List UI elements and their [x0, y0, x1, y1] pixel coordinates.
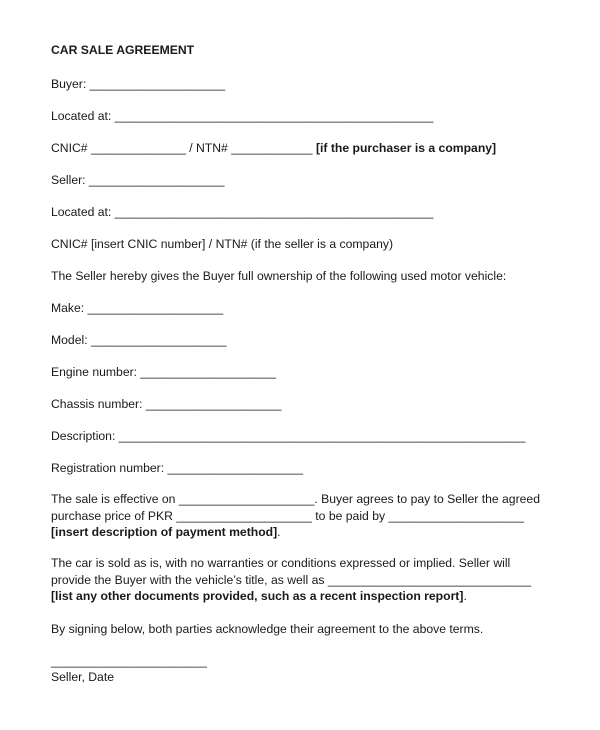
chassis-number-field: Chassis number: ____________________	[51, 397, 282, 411]
seller-field: Seller: ____________________	[51, 173, 225, 187]
seller-cnic-field: CNIC# [insert CNIC number] / NTN# (if the seller is a company)	[51, 237, 394, 251]
buyer-cnic-text: CNIC# ______________ / NTN# ____________	[51, 141, 316, 155]
buyer-field: Buyer: ____________________	[51, 77, 226, 91]
sale-terms-end: .	[277, 525, 281, 539]
description-field: Description: ____________________________________________________________	[51, 429, 526, 443]
make-field: Make: ____________________	[51, 301, 224, 315]
payment-method-note: [insert description of payment method]	[51, 525, 278, 539]
signature-label: Seller, Date	[51, 670, 115, 684]
as-is-end: .	[463, 589, 467, 603]
signing-statement: By signing below, both parties acknowledge their agreement to the above terms.	[51, 622, 484, 636]
buyer-location-field: Located at: _______________________________________________	[51, 109, 434, 123]
as-is-paragraph	[51, 555, 551, 605]
sale-terms-paragraph	[51, 491, 551, 541]
sale-terms-text: The sale is effective on ____________________. Buyer agrees to pay to Seller the agreed purchase price of PKR ____________________ to be paid by ____________________	[51, 492, 540, 523]
signature-line: _______________________	[51, 654, 207, 668]
model-field: Model: ____________________	[51, 333, 227, 347]
document-title: CAR SALE AGREEMENT	[51, 43, 195, 57]
as-is-text: The car is sold as is, with no warranties or conditions expressed or implied. Seller will provide the Buyer with the vehicle’s title, as well as ______________________________	[51, 556, 532, 587]
buyer-cnic-note: [if the purchaser is a company]	[315, 141, 497, 155]
buyer-cnic-field	[51, 140, 496, 156]
seller-location-field: Located at: _______________________________________________	[51, 205, 434, 219]
registration-number-field: Registration number: ____________________	[51, 461, 304, 475]
ownership-intro: The Seller hereby gives the Buyer full ownership of the following used motor vehicle:	[51, 269, 507, 283]
documents-note: [list any other documents provided, such as a recent inspection report]	[51, 589, 464, 603]
engine-number-field: Engine number: ____________________	[51, 365, 276, 379]
